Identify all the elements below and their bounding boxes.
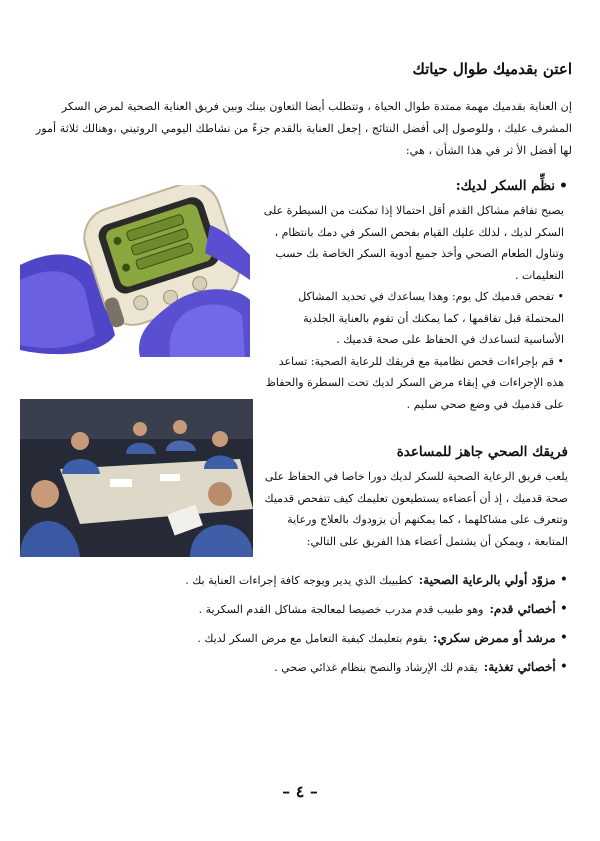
section1-heading-text: نظِّم السكر لديك: — [455, 178, 556, 194]
section1-body — [260, 200, 568, 415]
bullet-icon: • — [559, 601, 568, 617]
section-health-team — [260, 444, 568, 552]
list-item — [28, 653, 568, 682]
team-members-list — [28, 566, 568, 682]
glucose-meter-photo — [20, 185, 250, 357]
page-number: – ٤ – — [282, 782, 318, 801]
bullet-icon: • — [559, 659, 568, 675]
list-item — [28, 624, 568, 653]
member-role: مزوّد أولي بالرعاية الصحية: — [418, 573, 556, 587]
member-role: مرشد أو ممرض سكري: — [433, 631, 556, 645]
member-description: يقدم لك الإرشاد والنصح بنظام غذائي صحي . — [274, 661, 478, 674]
member-description: كطبيبك الذي يدير ويوجه كافة إجراءات العناية بك . — [185, 574, 413, 587]
team-meeting-photo — [20, 399, 253, 557]
intro-paragraph: إن العناية بقدميك مهمة ممتدة طوال الحياة ، وتتطلب أيضا التعاون بينك وبين فريق العناية الصحية لمرض السكر المشرف عليك ، وللوصول إلى أفضل النتائج ، إجعل العناية بالقدم جزءً من نشاطك اليومي الروتيني ،وهنالك ثلاثة أمور لها أفضل الأ ثر في هذا الشأن ، هي: — [35, 100, 572, 157]
section2-body: يلعب فريق الرعاية الصحية للسكر لديك دورا خاصا في الحفاظ على صحة قدميك ، إذ أن أعضاءه يستطيعون تعليمك كيف تتفحص قدميك وتتعرف على مشاكلهما ، كما يمكنهم أن يزودوك بالعلاج ورعاية المتابعة ، ويمكن أن يشتمل أعضاء هذا الفريق على التالي: — [264, 470, 568, 548]
member-role: أخصائي قدم: — [489, 602, 556, 616]
section2-heading: فريقك الصحي جاهز للمساعدة — [396, 444, 568, 460]
bullet-icon: • — [559, 178, 568, 194]
section1-paragraph: • تفحص قدميك كل يوم: وهذا يساعدك في تحديد المشاكل المحتملة قبل تفاقمها ، كما يمكنك أن تقوم بالعناية الجلدية الأساسية لتساعدك في الحفاظ على صحة قدميك . — [298, 290, 564, 346]
bullet-icon: • — [559, 630, 568, 646]
list-item — [28, 566, 568, 595]
member-description: يقوم بتعليمك كيفية التعامل مع مرض السكر لديك . — [197, 632, 428, 645]
member-description: وهو طبيب قدم مدرب خصيصا لمعالجة مشاكل القدم السكرية . — [198, 603, 484, 616]
section1-paragraph: يصبح تفاقم مشاكل القدم أقل احتمالا إذا تمكنت من السيطرة على السكر لديك ، لذلك عليك القيام بفحص السكر في دمك بانتظام ، وتناول الطعام الصحي وأخذ جميع أدوية السكر الخاصة بك حسب التعليمات . — [263, 204, 564, 282]
list-item — [28, 595, 568, 624]
member-role: أخصائي تغذية: — [483, 660, 556, 674]
section1-heading — [260, 178, 568, 194]
bullet-icon: • — [559, 572, 568, 588]
page-title: اعتن بقدميك طوال حياتك — [412, 60, 572, 78]
section1-paragraph: • قم بإجراءات فحص نظامية مع فريقك للرعاية الصحية: تساعد هذه الإجراءات في إبقاء مرض السكر لديك تحت السطرة والحفاظ على قدميك في وضع صحي سليم . — [265, 354, 564, 411]
section-blood-sugar — [260, 178, 568, 415]
